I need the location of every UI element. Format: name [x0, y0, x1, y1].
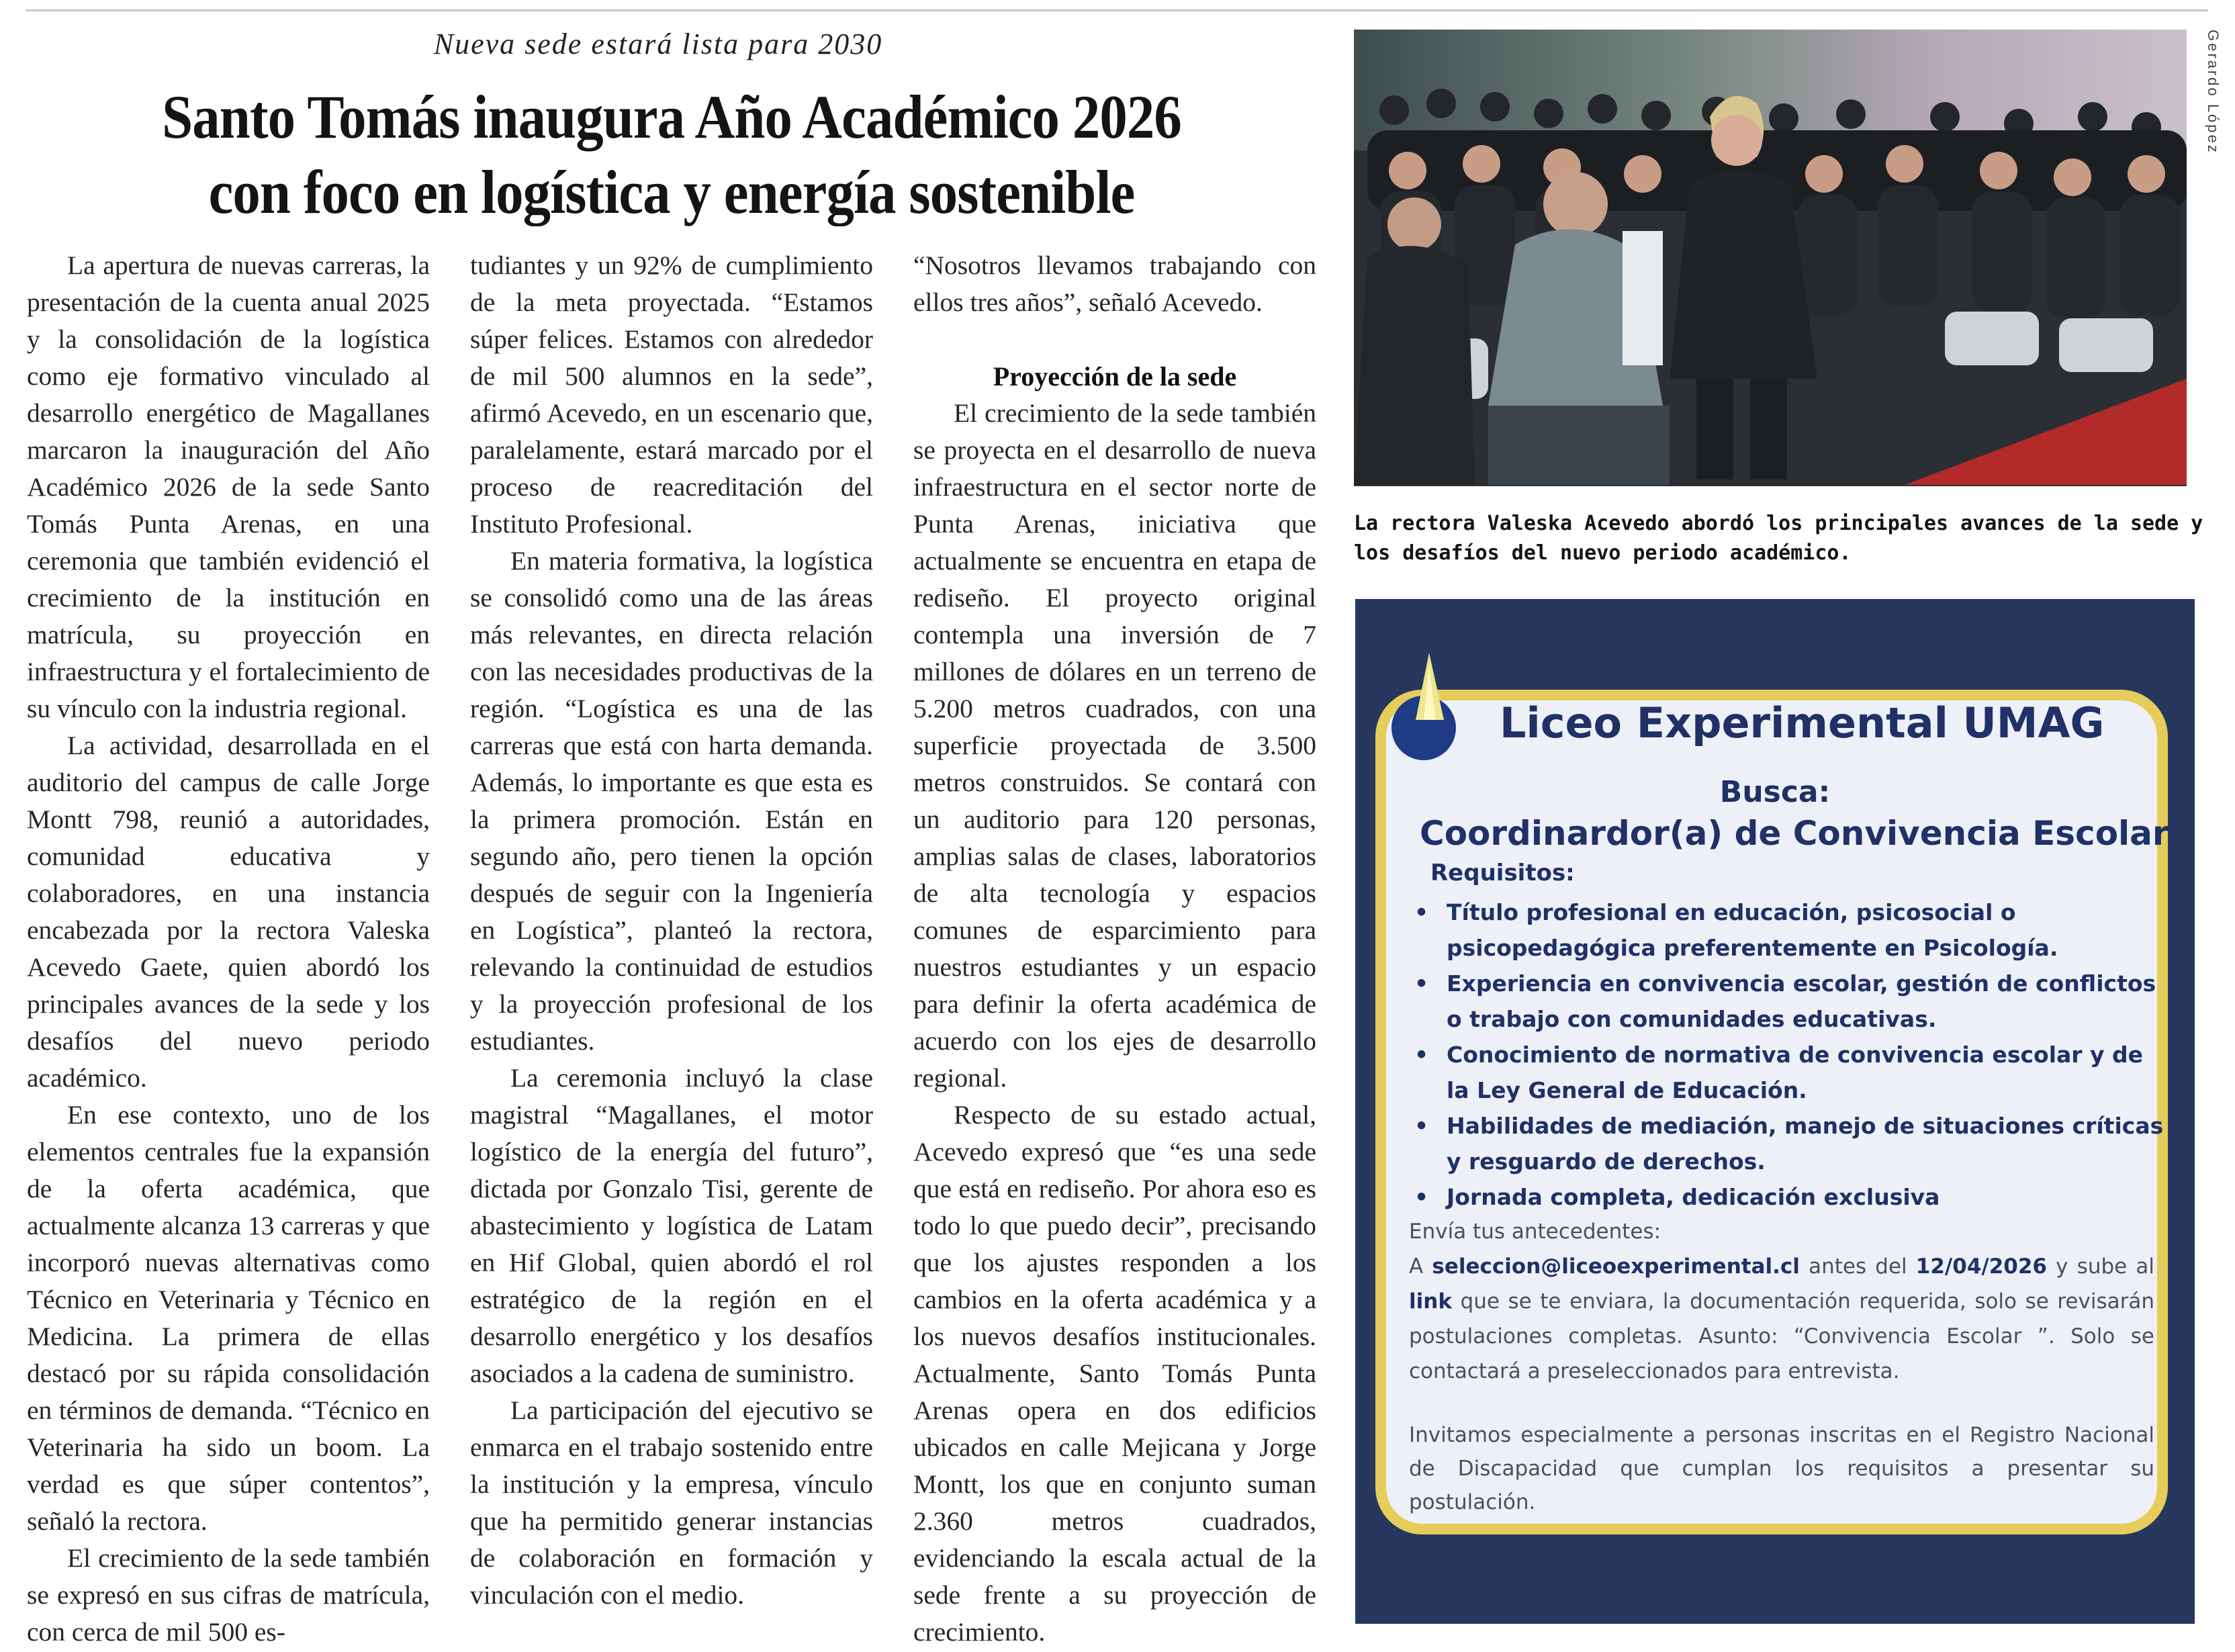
ad-title: Liceo Experimental UMAG [1500, 698, 2105, 747]
bullet-icon: • [1414, 899, 1429, 925]
photo-caption: La rectora Valeska Acevedo abordó los principales avances de la sede y los desafíos del nuevo periodo académico. [1354, 512, 2203, 565]
link-word: link [1409, 1289, 1452, 1314]
spacer [913, 321, 1316, 358]
top-rule [26, 9, 2208, 11]
ad-requirements-list [1414, 894, 2166, 1215]
ad-requirements-label: Requisitos: [1430, 860, 1575, 886]
subheading: Proyección de la sede [993, 361, 1237, 392]
ceremony-photo [1354, 30, 2187, 485]
contact-email[interactable]: seleccion@liceoexperimental.cl [1432, 1254, 1800, 1279]
school-logo-icon [1390, 653, 1464, 767]
paragraph: La actividad, desarrollada en el auditorio del campus de calle Jorge Montt 798, reunió a autoridades, comunidad educativa y colaboradores, en una instancia encabezada por la rectora Valeska Acevedo Gaete, quien abordó los principales avances de la sede y los desafíos del nuevo periodo académico. [27, 731, 430, 1093]
list-item: • Habilidades de mediación, manejo de situaciones críticas y resguardo de derechos. [1414, 1108, 2166, 1179]
ad-application-instructions: Envía tus antecedentes: A seleccion@liceoexperimental.cl antes del 12/04/2026 y sube al link que se te enviara, la documentación requerida, solo se revisarán postulaciones completas. Asunto: “Convivencia Escolar ”. Solo se contactará a preseleccionados para entrevista. [1409, 1220, 2155, 1383]
paragraph: El crecimiento de la sede también se expresó en sus cifras de matrícula, con cerca de mil 500 es- [27, 1543, 430, 1647]
send-label: Envía tus antecedentes: [1409, 1220, 1661, 1244]
paragraph: La participación del ejecutivo se enmarca en el trabajo sostenido entre la institución y la empresa, vínculo que ha permitido generar instancias de colaboración en formación y vinculación con el medio. [470, 1395, 873, 1610]
bullet-icon: • [1414, 1113, 1429, 1139]
headline-line-2: con foco en logística y energía sostenible [208, 158, 1135, 226]
paragraph: La apertura de nuevas carreras, la presentación de la cuenta anual 2025 y la consolidación de la logística como eje formativo vinculado al desarrollo energético de Magallanes marcaron la inauguración del Año Académico 2026 de la sede Santo Tomás Punta Arenas, en una ceremonia que también evidenció el crecimiento de la institución en matrícula, su proyección en infraestructura y el fortalecimiento de su vínculo con la industria regional. [27, 250, 430, 723]
paragraph: tudiantes y un 92% de cumplimiento de la meta proyectada. “Estamos súper felices. Estamos con alrededor de mil 500 alumnos en la sede”, afirmó Acevedo, en un escenario que, paralelamente, estará marcado por el proceso de reacreditación del Instituto Profesional. [470, 250, 873, 539]
ad-inclusion-note: Invitamos especialmente a personas inscritas en el Registro Nacional de Discapacidad que cumplan los requisitos a presentar su postulación. [1409, 1423, 2154, 1514]
photo-credit: Gerardo López [2205, 30, 2222, 154]
paragraph: En ese contexto, uno de los elementos centrales fue la expansión de la oferta académica, que actualmente alcanza 13 carreras y que incorporó nuevas alternativas como Técnico en Veterinaria y Técnico en Medicina. La primera de ellas destacó por su rápida consolidación en términos de demanda. “Técnico en Veterinaria ha sido un boom. La verdad es que súper contentos”, señaló la rectora. [27, 1100, 430, 1536]
deadline-date: 12/04/2026 [1915, 1254, 2047, 1279]
list-item: • Conocimiento de normativa de convivencia escolar y de la Ley General de Educación. [1414, 1037, 2166, 1108]
job-advertisement [1355, 599, 2195, 1624]
ceremony-photo-illustration [1354, 30, 2187, 485]
article-column-3 [913, 247, 1316, 1647]
paragraph: El crecimiento de la sede también se proyecta en el desarrollo de nueva infraestructura en el sector norte de Punta Arenas, iniciativa que actualmente se encuentra en etapa de rediseño. El proyecto original contempla una inversión de 7 millones de dólares en un terreno de 5.200 metros cuadrados, con una superficie proyectada de 3.500 metros construidos. Se contará con un auditorio para 120 personas, amplias salas de clases, laboratorios de alta tecnología y espacios comunes de esparcimiento para nuestros estudiantes y un espacio para definir la oferta académica de acuerdo con los ejes de desarrollo regional. [913, 398, 1316, 1093]
paragraph: Respecto de su estado actual, Acevedo expresó que “es una sede que está en rediseño. Por ahora eso es todo lo que puedo decir”, precisando que los ajustes responden a los cambios en la oferta académica y a los nuevos desafíos institucionales. Actualmente, Santo Tomás Punta Arenas opera en dos edificios ubicados en calle Mejicana y Jorge Montt, los que en conjunto suman 2.360 metros cuadrados, evidenciando la escala actual de la sede frente a su proyección de crecimiento. [913, 1100, 1316, 1647]
list-item: • Título profesional en educación, psicosocial o psicopedagógica preferentemente en Psicología. [1414, 894, 2166, 966]
headline-line-1: Santo Tomás inaugura Año Académico 2026 [162, 83, 1181, 151]
ad-busca: Busca: [1719, 775, 1831, 809]
bullet-icon: • [1414, 1184, 1429, 1210]
paragraph: “Nosotros llevamos trabajando con ellos tres años”, señaló Acevedo. [913, 250, 1316, 317]
article-headline [91, 79, 1252, 230]
list-item: • Jornada completa, dedicación exclusiva [1414, 1179, 2166, 1215]
paragraph: La ceremonia incluyó la clase magistral “Magallanes, el motor logístico de la energía del futuro”, dictada por Gonzalo Tisi, gerente de abastecimiento y logística de Latam en Hif Global, quien abordó el rol estratégico de la región en el desarrollo energético y los desafíos asociados a la cadena de suministro. [470, 1063, 873, 1388]
list-item: • Experiencia en convivencia escolar, gestión de conflictos o trabajo con comunidades educativas. [1414, 966, 2166, 1037]
article-column-2 [470, 247, 873, 1631]
article-kicker: Nueva sede estará lista para 2030 [433, 28, 883, 60]
ad-role: Coordinardor(a) de Convivencia Escolar [1420, 814, 2169, 853]
bullet-icon: • [1414, 970, 1429, 997]
bullet-icon: • [1414, 1042, 1429, 1068]
paragraph: En materia formativa, la logística se consolidó como una de las áreas más relevantes, en directa relación con las necesidades productivas de la región. “Logística es una de las carreras que está con harta demanda. Además, lo importante es que esta es la primera promoción. Están en segundo año, pero tienen la opción después de seguir con la Ingeniería en Logística”, planteó la rectora, relevando la continuidad de estudios y la proyección profesional de los estudiantes. [470, 546, 873, 1056]
article-column-1 [27, 247, 430, 1647]
